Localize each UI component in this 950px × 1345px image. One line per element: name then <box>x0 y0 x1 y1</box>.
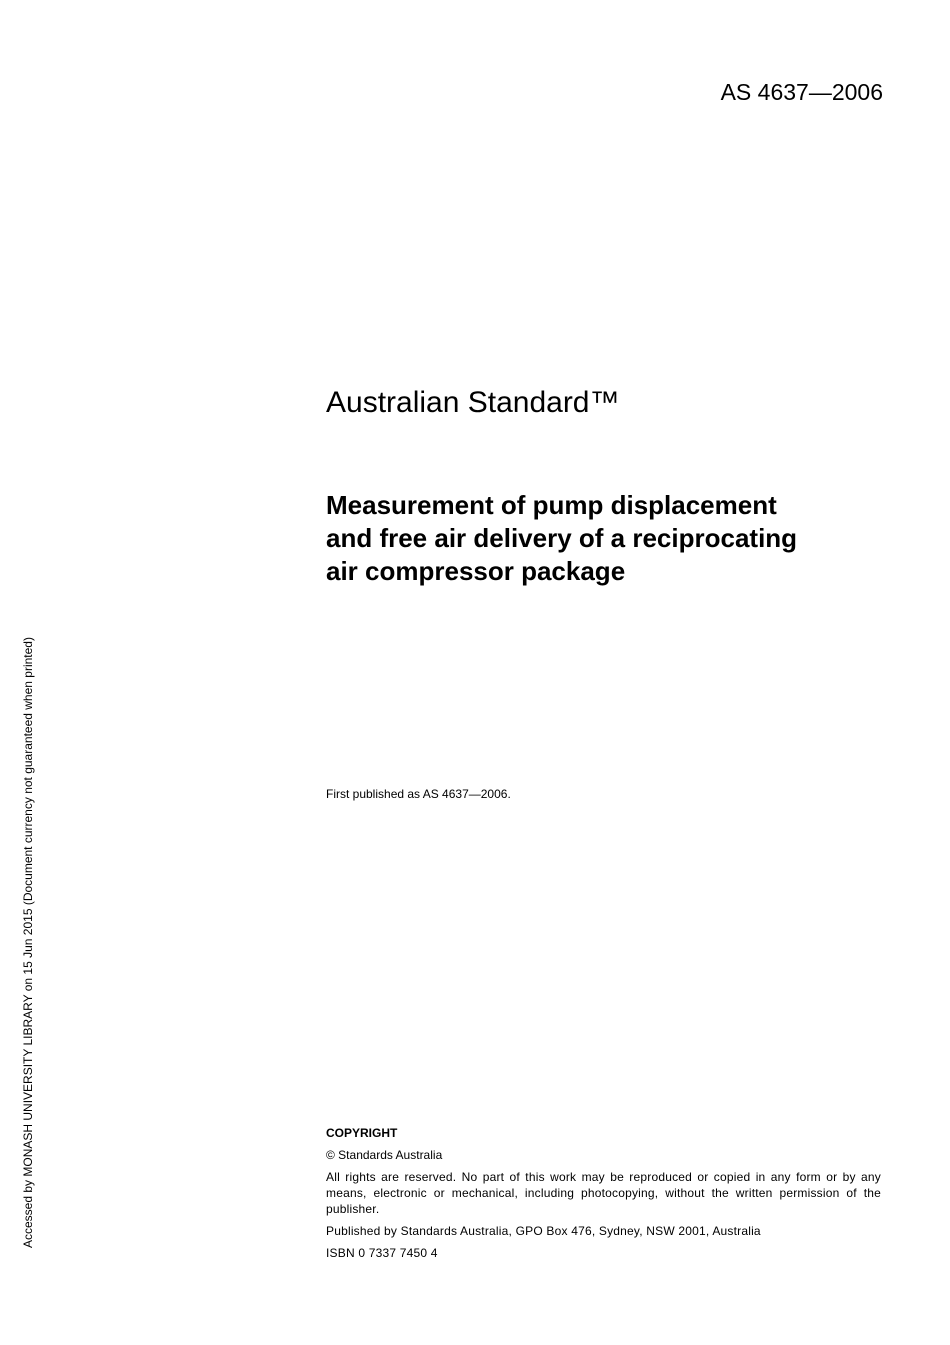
title-line: air compressor package <box>326 556 626 586</box>
copyright-owner: © Standards Australia <box>326 1148 443 1162</box>
publisher-line: Published by Standards Australia, GPO Box 476, Sydney, NSW 2001, Australia <box>326 1224 761 1238</box>
isbn-line: ISBN 0 7337 7450 4 <box>326 1246 438 1260</box>
copyright-heading: COPYRIGHT <box>326 1126 398 1140</box>
copyright-block <box>326 1125 881 1261</box>
document-title <box>326 489 886 588</box>
standard-series-label: Australian Standard™ <box>326 386 620 419</box>
title-line: Measurement of pump displacement <box>326 490 777 520</box>
access-watermark-note: Accessed by MONASH UNIVERSITY LIBRARY on 15 Jun 2015 (Document currency not guaranteed when printed) <box>21 637 35 1248</box>
document-number: AS 4637—2006 <box>720 79 883 105</box>
rights-statement: All rights are reserved. No part of this work may be reproduced or copied in any form or by any means, electronic or mechanical, including photocopying, without the written permission of the publisher. <box>326 1170 881 1216</box>
title-line: and free air delivery of a reciprocating <box>326 523 798 553</box>
first-published-note: First published as AS 4637—2006. <box>326 787 511 801</box>
